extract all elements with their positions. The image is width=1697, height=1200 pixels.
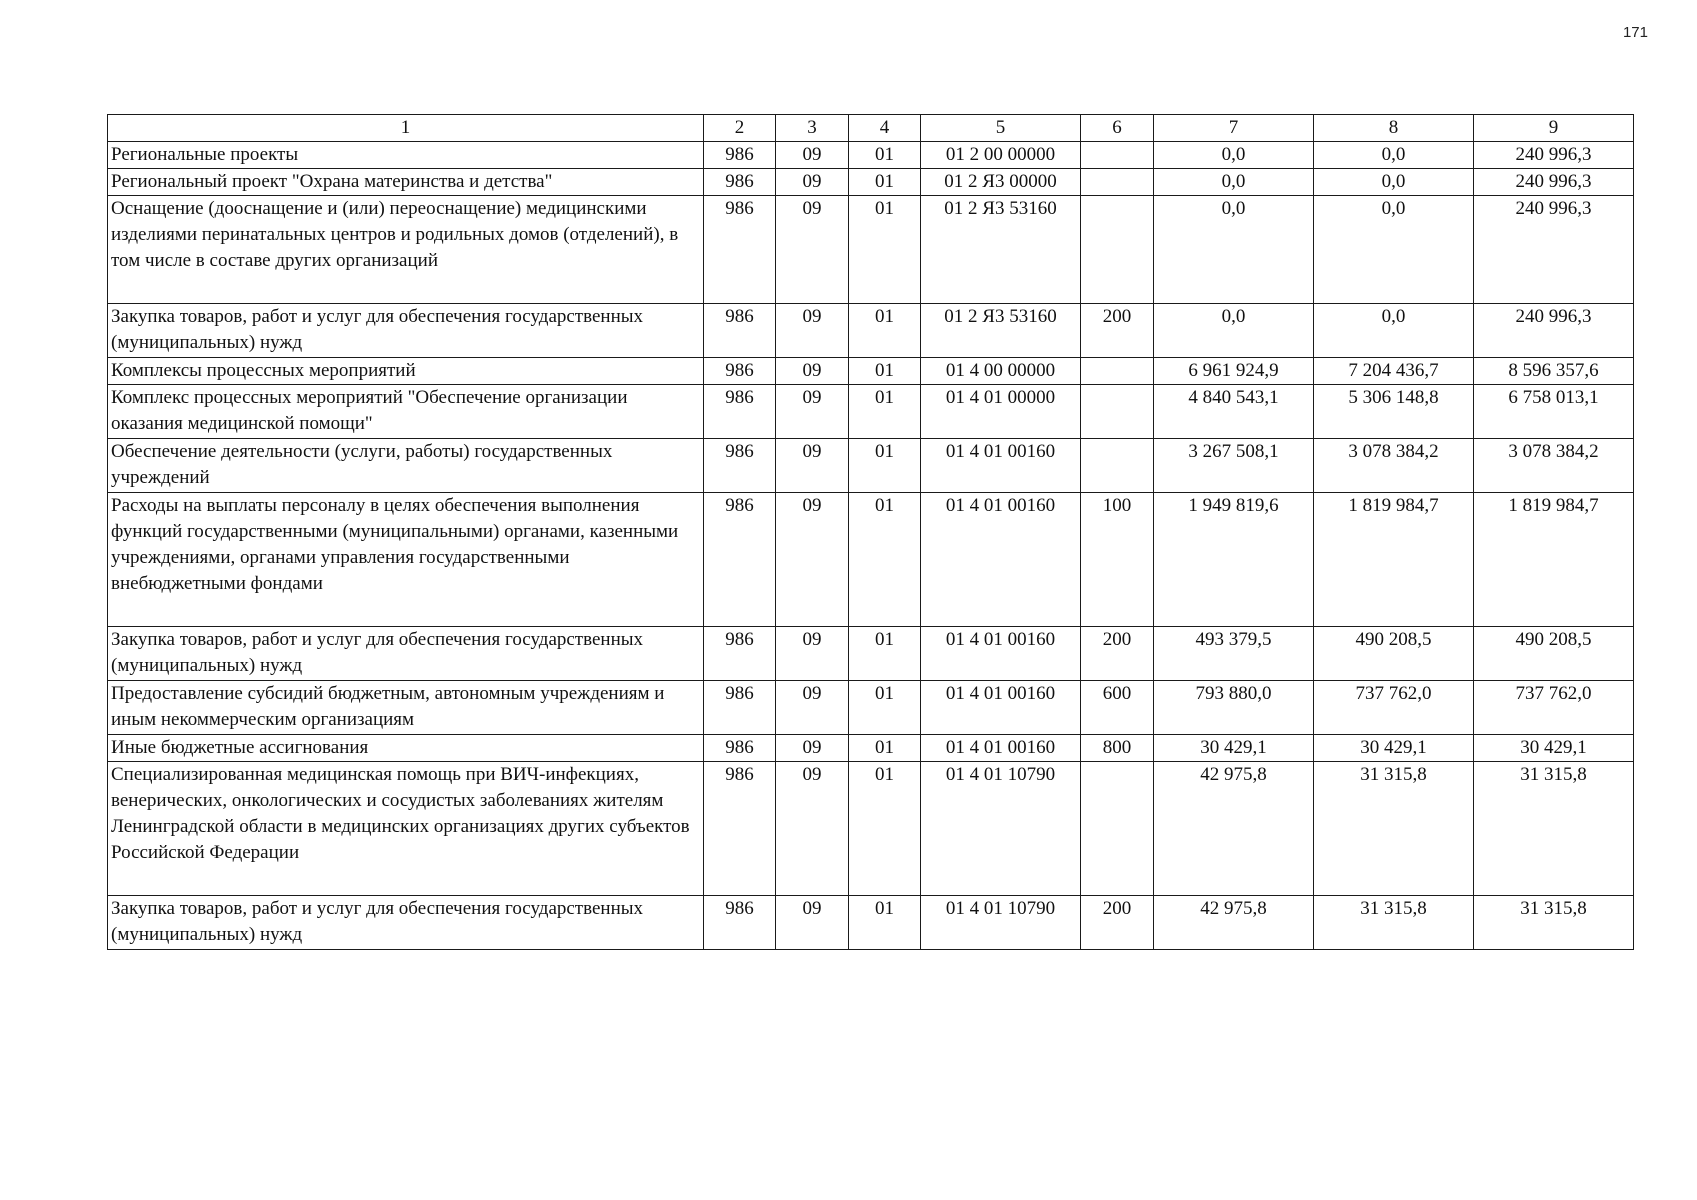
- col-header-4: 4: [849, 115, 921, 142]
- cell-section: 09: [776, 358, 849, 385]
- cell-subsection: 01: [849, 304, 921, 358]
- cell-amount-9: 240 996,3: [1474, 304, 1634, 358]
- cell-amount-9: 737 762,0: [1474, 681, 1634, 735]
- cell-section: 09: [776, 304, 849, 358]
- cell-target-article: 01 2 Я3 53160: [921, 196, 1081, 304]
- table-row: [108, 896, 1634, 950]
- cell-admin-code: 986: [704, 735, 776, 762]
- row-name: Расходы на выплаты персоналу в целях обеспечения выполнения функций государственными (муниципальными) органами, казенными учреждениями, органами управления государственными внебюджетными фондами: [108, 493, 704, 627]
- cell-target-article: 01 4 01 00000: [921, 385, 1081, 439]
- cell-target-article: 01 4 01 00160: [921, 681, 1081, 735]
- cell-target-article: 01 2 Я3 00000: [921, 169, 1081, 196]
- cell-target-article: 01 4 01 00160: [921, 439, 1081, 493]
- cell-admin-code: 986: [704, 358, 776, 385]
- cell-target-article: 01 2 Я3 53160: [921, 304, 1081, 358]
- table-row: [108, 304, 1634, 358]
- cell-amount-8: 0,0: [1314, 304, 1474, 358]
- cell-section: 09: [776, 439, 849, 493]
- cell-admin-code: 986: [704, 169, 776, 196]
- cell-expense-type: [1081, 358, 1154, 385]
- cell-subsection: 01: [849, 358, 921, 385]
- cell-admin-code: 986: [704, 196, 776, 304]
- table-row: [108, 439, 1634, 493]
- cell-admin-code: 986: [704, 681, 776, 735]
- cell-amount-8: 1 819 984,7: [1314, 493, 1474, 627]
- cell-target-article: 01 4 01 10790: [921, 762, 1081, 896]
- cell-amount-7: 493 379,5: [1154, 627, 1314, 681]
- cell-amount-9: 240 996,3: [1474, 169, 1634, 196]
- col-header-6: 6: [1081, 115, 1154, 142]
- row-name: Региональный проект "Охрана материнства и детства": [108, 169, 704, 196]
- cell-amount-8: 0,0: [1314, 196, 1474, 304]
- cell-admin-code: 986: [704, 627, 776, 681]
- cell-subsection: 01: [849, 385, 921, 439]
- cell-subsection: 01: [849, 169, 921, 196]
- cell-expense-type: 200: [1081, 304, 1154, 358]
- col-header-8: 8: [1314, 115, 1474, 142]
- cell-amount-7: 30 429,1: [1154, 735, 1314, 762]
- cell-subsection: 01: [849, 896, 921, 950]
- cell-target-article: 01 4 01 00160: [921, 735, 1081, 762]
- row-name: Предоставление субсидий бюджетным, автономным учреждениям и иным некоммерческим организациям: [108, 681, 704, 735]
- cell-amount-7: 0,0: [1154, 304, 1314, 358]
- row-name: Комплексы процессных мероприятий: [108, 358, 704, 385]
- cell-expense-type: 600: [1081, 681, 1154, 735]
- cell-amount-8: 7 204 436,7: [1314, 358, 1474, 385]
- cell-amount-8: 3 078 384,2: [1314, 439, 1474, 493]
- cell-amount-8: 31 315,8: [1314, 762, 1474, 896]
- cell-amount-7: 793 880,0: [1154, 681, 1314, 735]
- cell-amount-9: 30 429,1: [1474, 735, 1634, 762]
- cell-amount-9: 8 596 357,6: [1474, 358, 1634, 385]
- table-row: [108, 142, 1634, 169]
- cell-admin-code: 986: [704, 493, 776, 627]
- cell-admin-code: 986: [704, 304, 776, 358]
- cell-amount-9: 31 315,8: [1474, 762, 1634, 896]
- cell-amount-8: 5 306 148,8: [1314, 385, 1474, 439]
- cell-expense-type: [1081, 439, 1154, 493]
- row-name: Комплекс процессных мероприятий "Обеспечение организации оказания медицинской помощи": [108, 385, 704, 439]
- cell-section: 09: [776, 735, 849, 762]
- cell-amount-9: 3 078 384,2: [1474, 439, 1634, 493]
- cell-expense-type: [1081, 762, 1154, 896]
- cell-admin-code: 986: [704, 762, 776, 896]
- col-header-5: 5: [921, 115, 1081, 142]
- cell-section: 09: [776, 627, 849, 681]
- cell-subsection: 01: [849, 627, 921, 681]
- cell-target-article: 01 4 00 00000: [921, 358, 1081, 385]
- table-row: [108, 358, 1634, 385]
- cell-subsection: 01: [849, 439, 921, 493]
- header-row: [108, 115, 1634, 142]
- cell-section: 09: [776, 385, 849, 439]
- page-number: 171: [1622, 24, 1648, 41]
- cell-amount-7: 1 949 819,6: [1154, 493, 1314, 627]
- cell-target-article: 01 4 01 00160: [921, 627, 1081, 681]
- cell-section: 09: [776, 762, 849, 896]
- cell-admin-code: 986: [704, 385, 776, 439]
- row-name: Закупка товаров, работ и услуг для обеспечения государственных (муниципальных) нужд: [108, 896, 704, 950]
- col-header-1: 1: [108, 115, 704, 142]
- cell-expense-type: [1081, 169, 1154, 196]
- row-name: Оснащение (дооснащение и (или) переоснащение) медицинскими изделиями перинатальных центров и родильных домов (отделений), в том числе в составе других организаций: [108, 196, 704, 304]
- table-row: [108, 762, 1634, 896]
- cell-admin-code: 986: [704, 896, 776, 950]
- cell-amount-9: 490 208,5: [1474, 627, 1634, 681]
- col-header-7: 7: [1154, 115, 1314, 142]
- col-header-2: 2: [704, 115, 776, 142]
- cell-admin-code: 986: [704, 439, 776, 493]
- cell-amount-8: 737 762,0: [1314, 681, 1474, 735]
- row-name: Специализированная медицинская помощь при ВИЧ-инфекциях, венерических, онкологических и сосудистых заболеваниях жителям Ленинградской области в медицинских организациях других субъектов Российской Федерации: [108, 762, 704, 896]
- table-row: [108, 169, 1634, 196]
- cell-expense-type: [1081, 196, 1154, 304]
- cell-amount-7: 42 975,8: [1154, 896, 1314, 950]
- budget-table: [107, 114, 1634, 950]
- cell-subsection: 01: [849, 142, 921, 169]
- cell-amount-8: 30 429,1: [1314, 735, 1474, 762]
- cell-amount-9: 31 315,8: [1474, 896, 1634, 950]
- cell-subsection: 01: [849, 762, 921, 896]
- cell-section: 09: [776, 493, 849, 627]
- row-name: Закупка товаров, работ и услуг для обеспечения государственных (муниципальных) нужд: [108, 627, 704, 681]
- col-header-9: 9: [1474, 115, 1634, 142]
- cell-amount-7: 0,0: [1154, 196, 1314, 304]
- cell-subsection: 01: [849, 681, 921, 735]
- cell-amount-8: 0,0: [1314, 142, 1474, 169]
- cell-amount-9: 240 996,3: [1474, 142, 1634, 169]
- table-row: [108, 493, 1634, 627]
- table-row: [108, 681, 1634, 735]
- cell-subsection: 01: [849, 735, 921, 762]
- row-name: Закупка товаров, работ и услуг для обеспечения государственных (муниципальных) нужд: [108, 304, 704, 358]
- cell-amount-7: 4 840 543,1: [1154, 385, 1314, 439]
- cell-section: 09: [776, 196, 849, 304]
- table-row: [108, 385, 1634, 439]
- table-row: [108, 735, 1634, 762]
- cell-amount-8: 31 315,8: [1314, 896, 1474, 950]
- cell-target-article: 01 4 01 10790: [921, 896, 1081, 950]
- cell-section: 09: [776, 142, 849, 169]
- cell-section: 09: [776, 169, 849, 196]
- cell-subsection: 01: [849, 196, 921, 304]
- cell-subsection: 01: [849, 493, 921, 627]
- cell-amount-8: 0,0: [1314, 169, 1474, 196]
- cell-expense-type: 800: [1081, 735, 1154, 762]
- cell-admin-code: 986: [704, 142, 776, 169]
- cell-expense-type: [1081, 385, 1154, 439]
- cell-amount-7: 0,0: [1154, 142, 1314, 169]
- cell-target-article: 01 4 01 00160: [921, 493, 1081, 627]
- row-name: Региональные проекты: [108, 142, 704, 169]
- cell-expense-type: [1081, 142, 1154, 169]
- cell-amount-9: 240 996,3: [1474, 196, 1634, 304]
- table-row: [108, 196, 1634, 304]
- cell-expense-type: 100: [1081, 493, 1154, 627]
- cell-amount-9: 1 819 984,7: [1474, 493, 1634, 627]
- cell-section: 09: [776, 681, 849, 735]
- row-name: Обеспечение деятельности (услуги, работы) государственных учреждений: [108, 439, 704, 493]
- cell-target-article: 01 2 00 00000: [921, 142, 1081, 169]
- cell-amount-7: 6 961 924,9: [1154, 358, 1314, 385]
- table-row: [108, 627, 1634, 681]
- col-header-3: 3: [776, 115, 849, 142]
- cell-amount-7: 3 267 508,1: [1154, 439, 1314, 493]
- cell-amount-7: 0,0: [1154, 169, 1314, 196]
- cell-expense-type: 200: [1081, 627, 1154, 681]
- row-name: Иные бюджетные ассигнования: [108, 735, 704, 762]
- cell-expense-type: 200: [1081, 896, 1154, 950]
- cell-amount-9: 6 758 013,1: [1474, 385, 1634, 439]
- cell-amount-8: 490 208,5: [1314, 627, 1474, 681]
- cell-amount-7: 42 975,8: [1154, 762, 1314, 896]
- cell-section: 09: [776, 896, 849, 950]
